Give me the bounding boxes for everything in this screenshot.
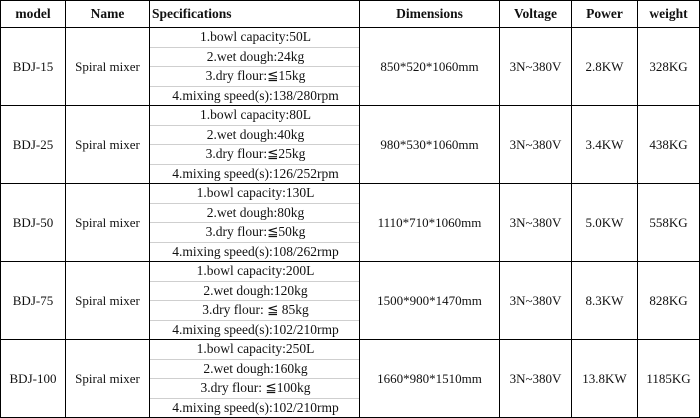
- cell-voltage: 3N~380V: [500, 106, 572, 184]
- table-row: [1, 28, 700, 106]
- header-dimensions: Dimensions: [360, 1, 500, 28]
- cell-name: Spiral mixer: [66, 28, 150, 106]
- spec-line: 4.mixing speed(s):108/262rmp: [172, 243, 339, 259]
- cell-dimensions: 1110*710*1060mm: [360, 184, 500, 262]
- spec-line: 3.dry flour:≦15kg: [150, 67, 359, 87]
- header-weight: weight: [638, 1, 700, 28]
- cell-dimensions: 850*520*1060mm: [360, 28, 500, 106]
- cell-voltage: 3N~380V: [500, 340, 572, 418]
- cell-specifications: [150, 262, 360, 340]
- spec-line: 1.bowl capacity:80L: [150, 106, 359, 126]
- header-model: model: [1, 1, 66, 28]
- spec-line: 3.dry flour: ≦ 85kg: [150, 301, 359, 321]
- spec-line: 2.wet dough:24kg: [150, 48, 359, 68]
- cell-power: 3.4KW: [572, 106, 638, 184]
- cell-model: BDJ-25: [1, 106, 66, 184]
- table-row: [1, 262, 700, 340]
- spec-line: 4.mixing speed(s):102/210rmp: [172, 321, 339, 337]
- spec-line: 2.wet dough:40kg: [150, 126, 359, 146]
- cell-name: Spiral mixer: [66, 106, 150, 184]
- table-row: [1, 184, 700, 262]
- cell-model: BDJ-75: [1, 262, 66, 340]
- table-row: [1, 340, 700, 418]
- cell-voltage: 3N~380V: [500, 184, 572, 262]
- cell-weight: 558KG: [638, 184, 700, 262]
- table-row: [1, 106, 700, 184]
- spec-line: 1.bowl capacity:250L: [150, 340, 359, 360]
- cell-weight: 828KG: [638, 262, 700, 340]
- header-voltage: Voltage: [500, 1, 572, 28]
- cell-voltage: 3N~380V: [500, 28, 572, 106]
- spec-line: 4.mixing speed(s):138/280rpm: [172, 87, 339, 103]
- spec-line: 4.mixing speed(s):126/252rpm: [172, 165, 339, 181]
- header-power: Power: [572, 1, 638, 28]
- cell-dimensions: 980*530*1060mm: [360, 106, 500, 184]
- spec-line: 1.bowl capacity:200L: [150, 262, 359, 282]
- cell-dimensions: 1660*980*1510mm: [360, 340, 500, 418]
- cell-weight: 438KG: [638, 106, 700, 184]
- cell-model: BDJ-15: [1, 28, 66, 106]
- spec-line: 3.dry flour: ≦100kg: [150, 379, 359, 399]
- cell-power: 2.8KW: [572, 28, 638, 106]
- cell-weight: 1185KG: [638, 340, 700, 418]
- cell-specifications: [150, 184, 360, 262]
- cell-model: BDJ-100: [1, 340, 66, 418]
- cell-specifications: [150, 106, 360, 184]
- spec-line: 3.dry flour:≦50kg: [150, 223, 359, 243]
- spec-line: 2.wet dough:120kg: [150, 282, 359, 302]
- spec-line: 2.wet dough:80kg: [150, 204, 359, 224]
- cell-power: 13.8KW: [572, 340, 638, 418]
- cell-weight: 328KG: [638, 28, 700, 106]
- spec-line: 2.wet dough:160kg: [150, 360, 359, 380]
- cell-name: Spiral mixer: [66, 184, 150, 262]
- cell-voltage: 3N~380V: [500, 262, 572, 340]
- cell-model: BDJ-50: [1, 184, 66, 262]
- header-row: [1, 1, 700, 28]
- spec-line: 3.dry flour:≦25kg: [150, 145, 359, 165]
- cell-specifications: [150, 28, 360, 106]
- cell-power: 5.0KW: [572, 184, 638, 262]
- header-specifications: Specifications: [150, 1, 360, 28]
- cell-specifications: [150, 340, 360, 418]
- header-name: Name: [66, 1, 150, 28]
- spec-line: 1.bowl capacity:50L: [150, 28, 359, 48]
- cell-name: Spiral mixer: [66, 262, 150, 340]
- cell-name: Spiral mixer: [66, 340, 150, 418]
- spec-line: 4.mixing speed(s):102/210rmp: [172, 399, 339, 415]
- cell-power: 8.3KW: [572, 262, 638, 340]
- spec-line: 1.bowl capacity:130L: [150, 184, 359, 204]
- cell-dimensions: 1500*900*1470mm: [360, 262, 500, 340]
